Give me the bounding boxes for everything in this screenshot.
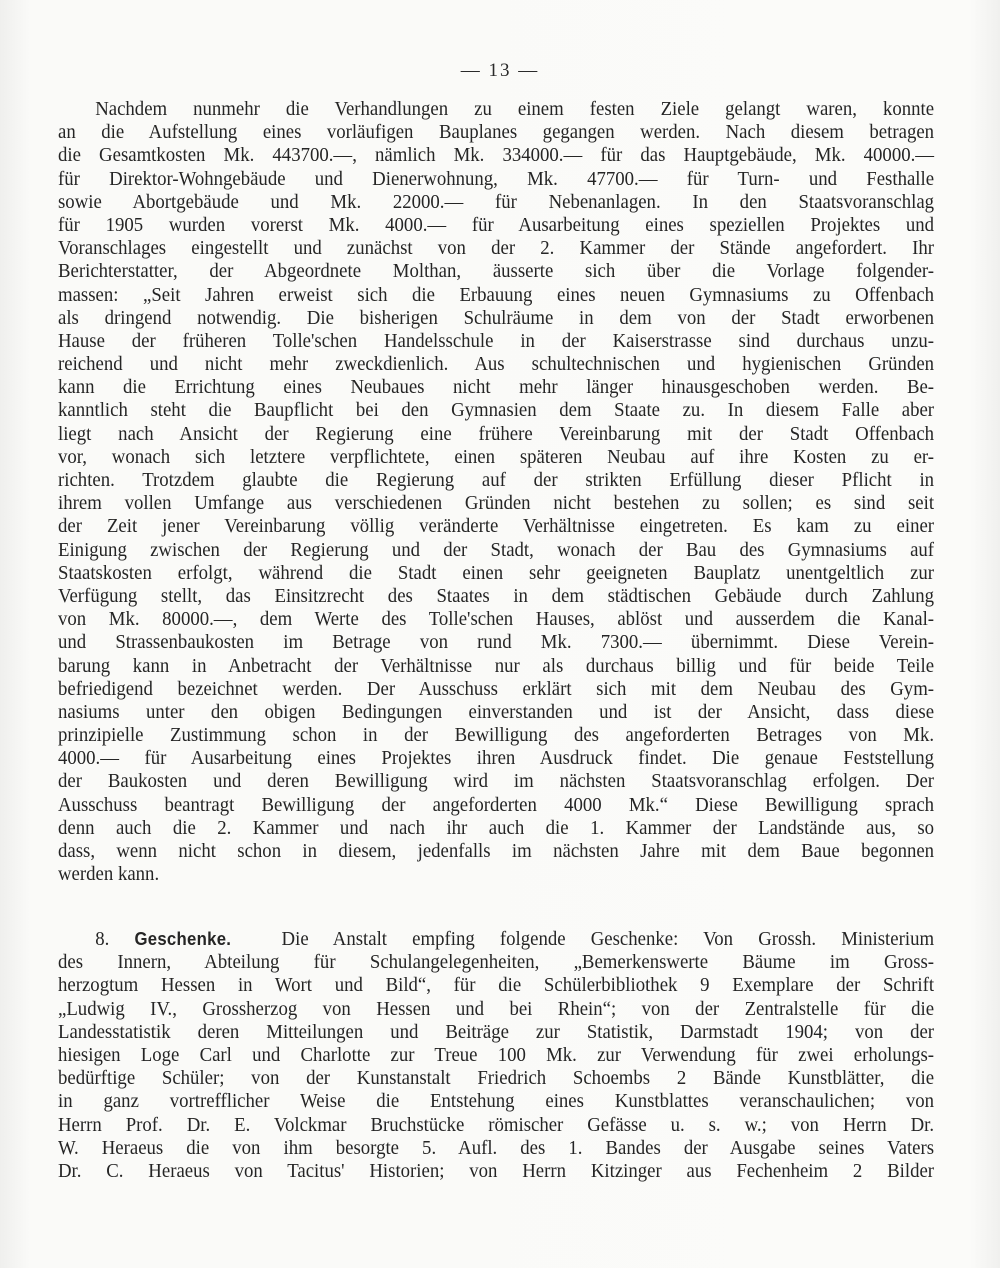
text-line: von Mk. 80000.—, dem Werte des Tolle'schen Hauses, ablöst und ausserdem die Kanal- bbox=[58, 608, 935, 631]
text-line: „Ludwig IV., Grossherzog von Hessen und bei Rhein“; von der Zentralstelle für die bbox=[58, 997, 935, 1020]
text-line: reichend und nicht mehr zweckdienlich. Aus schultechnischen und hygienischen Gründen bbox=[58, 353, 935, 376]
section-number: 8. bbox=[95, 928, 110, 950]
text-line: prinzipielle Zustimmung schon in der Bewilligung des angeforderten Betrages von Mk. bbox=[58, 724, 935, 747]
text-line: Ausschuss beantragt Bewilligung der angeforderten 4000 Mk.“ Diese Bewilligung sprach bbox=[58, 793, 935, 816]
text-line: für 1905 wurden vorerst Mk. 4000.— für Ausarbeitung eines speziellen Projektes und bbox=[58, 213, 935, 236]
text-line: Herrn Prof. Dr. E. Volckmar Bruchstücke römischer Gefässe u. s. w.; von Herrn Dr. bbox=[58, 1113, 935, 1136]
text-line: befriedigend bezeichnet werden. Der Ausschuss erklärt sich mit dem Neubau des Gym- bbox=[58, 677, 935, 700]
text-line: barung kann in Anbetracht der Verhältnisse nur als durchaus billig und für beide Teile bbox=[58, 654, 935, 677]
text-line: kanntlich steht die Baupflicht bei den Gymnasien dem Staate zu. In diesem Falle aber bbox=[58, 399, 935, 422]
text-line: kann die Errichtung eines Neubaues nicht mehr länger hinausgeschoben werden. Be- bbox=[58, 376, 935, 399]
text-line: bedürftige Schüler; von der Kunstanstalt Friedrich Schoembs 2 Bände Kunstblätter, die bbox=[58, 1067, 935, 1090]
text-line: massen: „Seit Jahren erweist sich die Erbauung eines neuen Gymnasiums zu Offenbach bbox=[58, 283, 935, 306]
text-line: Nachdem nunmehr die Verhandlungen zu einem festen Ziele gelangt waren, konnte bbox=[95, 98, 935, 120]
text-line: der Zeit jener Vereinbarung völlig veränderte Verhältnisse eingetreten. Es kam zu einer bbox=[58, 515, 935, 538]
text-line: die Gesamtkosten Mk. 443700.—, nämlich Mk. 334000.— für das Hauptgebäude, Mk. 40000.— bbox=[58, 144, 935, 167]
text-line: werden kann. bbox=[58, 863, 160, 886]
text-line: sowie Abortgebäude und Mk. 22000.— für Nebenanlagen. In den Staatsvoranschlag bbox=[58, 190, 935, 213]
text-line: W. Heraeus die von ihm besorgte 5. Aufl. des 1. Bandes der Ausgabe seines Vaters bbox=[58, 1136, 935, 1159]
text-line: hiesigen Loge Carl und Charlotte zur Treue 100 Mk. zur Verwendung für zwei erholungs- bbox=[58, 1043, 935, 1066]
section-heading: Geschenke. bbox=[134, 929, 232, 949]
text-line: als dringend notwendig. Die bisherigen Schulräume in dem von der Stadt erworbenen bbox=[58, 306, 935, 329]
text-line: 4000.— für Ausarbeitung eines Projektes ihren Ausdruck findet. Die genaue Feststellung bbox=[58, 747, 935, 770]
text-line: Landesstatistik deren Mitteilungen und Beiträge zur Statistik, Darmstadt 1904; von der bbox=[58, 1020, 935, 1043]
text-line: für Direktor-Wohngebäude und Dienerwohnung, Mk. 47700.— für Turn- und Festhalle bbox=[58, 167, 935, 190]
text-line: Dr. C. Heraeus von Tacitus' Historien; von Herrn Kitzinger aus Fechenheim 2 Bilder bbox=[58, 1159, 935, 1182]
text-line: vor, wonach sich letztere verpflichtete, einen späteren Neubau auf ihre Kosten zu er- bbox=[58, 445, 935, 468]
text-line: dass, wenn nicht schon in diesem, jedenfalls im nächsten Jahre mit dem Baue begonnen bbox=[58, 840, 935, 862]
text-line: und Strassenbaukosten im Betrage von rund Mk. 7300.— übernimmt. Diese Verein- bbox=[58, 631, 935, 654]
text-line: Voranschlages eingestellt und zunächst von der 2. Kammer der Stände angefordert. Ihr bbox=[58, 237, 935, 260]
page-number: — 13 — bbox=[460, 60, 540, 81]
text-line: liegt nach Ansicht der Regierung eine frühere Vereinbarung mit der Stadt Offenbach bbox=[58, 422, 935, 445]
paragraph-construction-costs bbox=[58, 98, 935, 886]
text-line: an die Aufstellung eines vorläufigen Bauplanes gegangen werden. Nach diesem betragen bbox=[58, 121, 935, 144]
text-line: des Innern, Abteilung für Schulangelegenheiten, „Bemerkenswerte Bäume im Gross- bbox=[58, 951, 935, 974]
section-first-line bbox=[58, 928, 934, 951]
text-line: Hause der früheren Tolle'schen Handelsschule in der Kaiserstrasse sind durchaus unzu- bbox=[58, 329, 935, 352]
section-geschenke bbox=[58, 928, 935, 1183]
text-line: Staatskosten erfolgt, während die Stadt einen sehr geeigneten Bauplatz unentgeltlich zur bbox=[58, 561, 935, 584]
text-line: Berichterstatter, der Abgeordnete Molthan, äusserte sich über die Vorlage folgender- bbox=[58, 260, 935, 283]
text-line: nasiums unter den obigen Bedingungen einverstanden und ist der Ansicht, dass diese bbox=[58, 700, 935, 723]
text-line: der Baukosten und deren Bewilligung wird im nächsten Staatsvoranschlag erfolgen. Der bbox=[58, 770, 935, 793]
text-line: ihrem vollen Umfange aus verschiedenen Gründen nicht bestehen zu sollen; es sind seit bbox=[58, 492, 935, 515]
section-first-line-text: Die Anstalt empfing folgende Geschenke: Von Grossh. Ministerium bbox=[281, 928, 935, 950]
text-line: richten. Trotzdem glaubte die Regierung auf der strikten Erfüllung dieser Pflicht in bbox=[58, 469, 935, 491]
text-line: in ganz vortrefflicher Weise die Entstehung eines Kunstblattes veranschaulichen; von bbox=[58, 1090, 935, 1113]
text-line: herzogtum Hessen in Wort und Bild“, für die Schülerbibliothek 9 Exemplare der Schrift bbox=[58, 974, 935, 997]
text-line: denn auch die 2. Kammer und nach ihr auch die 1. Kammer der Landstände aus, so bbox=[58, 816, 935, 839]
text-line: Einigung zwischen der Regierung und der Stadt, wonach der Bau des Gymnasiums auf bbox=[58, 538, 935, 561]
text-line: Verfügung stellt, das Einsitzrecht des Staates in dem städtischen Gebäude durch Zahlung bbox=[58, 584, 935, 607]
